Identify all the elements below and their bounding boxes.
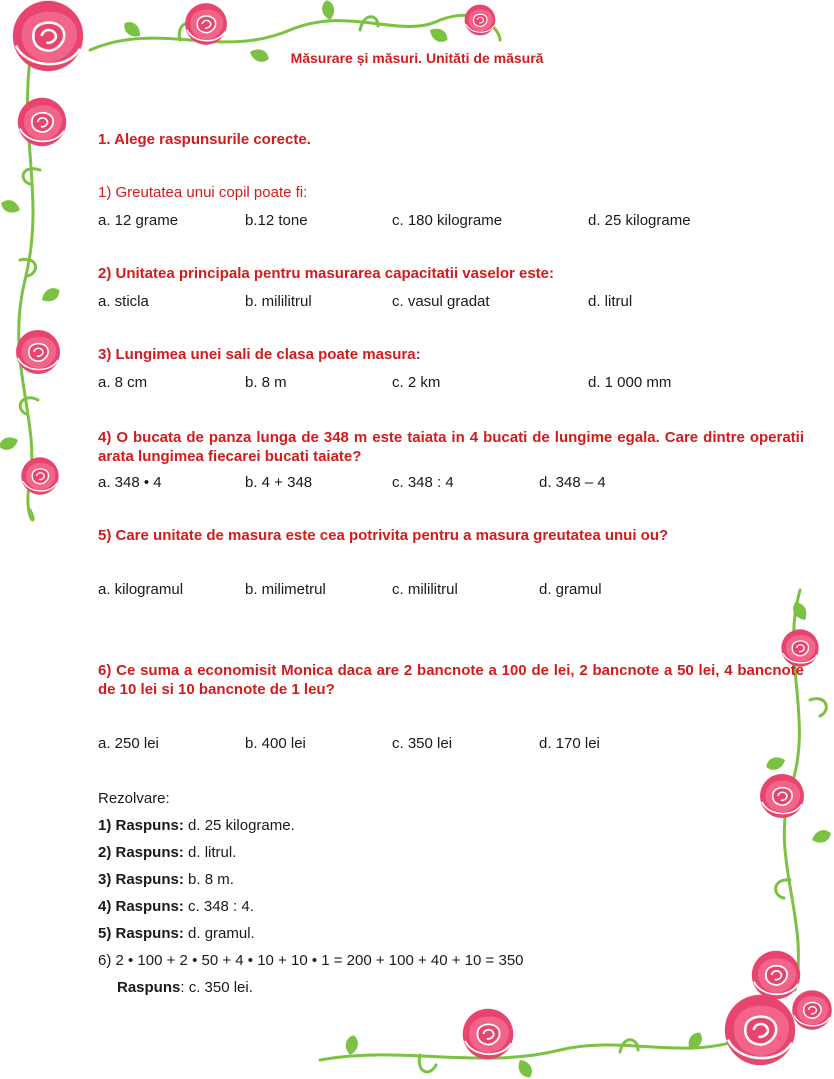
solution-answer-5: 5) Raspuns: d. gramul. [98, 925, 255, 942]
option-4b: b. 4 + 348 [245, 474, 313, 491]
solution-calculation: 6) 2 • 100 + 2 • 50 + 4 • 10 + 10 • 1 = 200 + 100 + 40 + 10 = 350 [98, 952, 524, 969]
solution-answer-4: 4) Raspuns: c. 348 : 4. [98, 898, 254, 915]
option-4a: a. 348 • 4 [98, 474, 162, 491]
solution-answer-2: 2) Raspuns: d. litrul. [98, 844, 237, 861]
option-5a: a. kilogramul [98, 581, 184, 598]
question-6: 6) Ce suma a economisit Monica daca are 2 bancnote a 100 de lei, 2 bancnote a 50 lei, 4 bancnote de 10 lei si 10 bancnote de 1 leu? [98, 662, 804, 698]
option-3d: d. 1 000 mm [588, 374, 672, 391]
question-3: 3) Lungimea unei sali de clasa poate masura: [98, 346, 421, 363]
page-title: Măsurare și măsuri. Unităti de măsură [290, 50, 544, 66]
option-1c: c. 180 kilograme [392, 212, 503, 229]
option-6c: c. 350 lei [392, 735, 453, 752]
question-5: 5) Care unitate de masura este cea potrivita pentru a masura greutatea unui ou? [98, 527, 669, 544]
option-2d: d. litrul [588, 293, 633, 310]
option-5c: c. mililitrul [392, 581, 458, 598]
solution-answer-1: 1) Raspuns: d. 25 kilograme. [98, 817, 295, 834]
option-5b: b. milimetrul [245, 581, 326, 598]
solution-final-answer: Raspuns: c. 350 lei. [117, 979, 253, 996]
option-6b: b. 400 lei [245, 735, 306, 752]
option-1d: d. 25 kilograme [588, 212, 691, 229]
option-2b: b. mililitrul [245, 293, 312, 310]
option-2c: c. vasul gradat [392, 293, 490, 310]
solution-answer-3: 3) Raspuns: b. 8 m. [98, 871, 234, 888]
option-3b: b. 8 m [245, 374, 287, 391]
solution-heading: Rezolvare: [98, 790, 170, 807]
option-2a: a. sticla [98, 293, 149, 310]
question-4: 4) O bucata de panza lunga de 348 m este taiata in 4 bucati de lungime egala. Care dintre operatii arata lungimea fiecarei bucati taiate? [98, 429, 804, 465]
option-1b: b.12 tone [245, 212, 308, 229]
section-heading: 1. Alege raspunsurile corecte. [98, 131, 311, 148]
option-3c: c. 2 km [392, 374, 441, 391]
option-5d: d. gramul [539, 581, 602, 598]
question-1: 1) Greutatea unui copil poate fi: [98, 184, 308, 201]
question-2: 2) Unitatea principala pentru masurarea capacitatii vaselor este: [98, 265, 555, 282]
option-1a: a. 12 grame [98, 212, 179, 229]
option-4d: d. 348 – 4 [539, 474, 606, 491]
option-4c: c. 348 : 4 [392, 474, 454, 491]
option-6d: d. 170 lei [539, 735, 600, 752]
option-3a: a. 8 cm [98, 374, 148, 391]
option-6a: a. 250 lei [98, 735, 159, 752]
